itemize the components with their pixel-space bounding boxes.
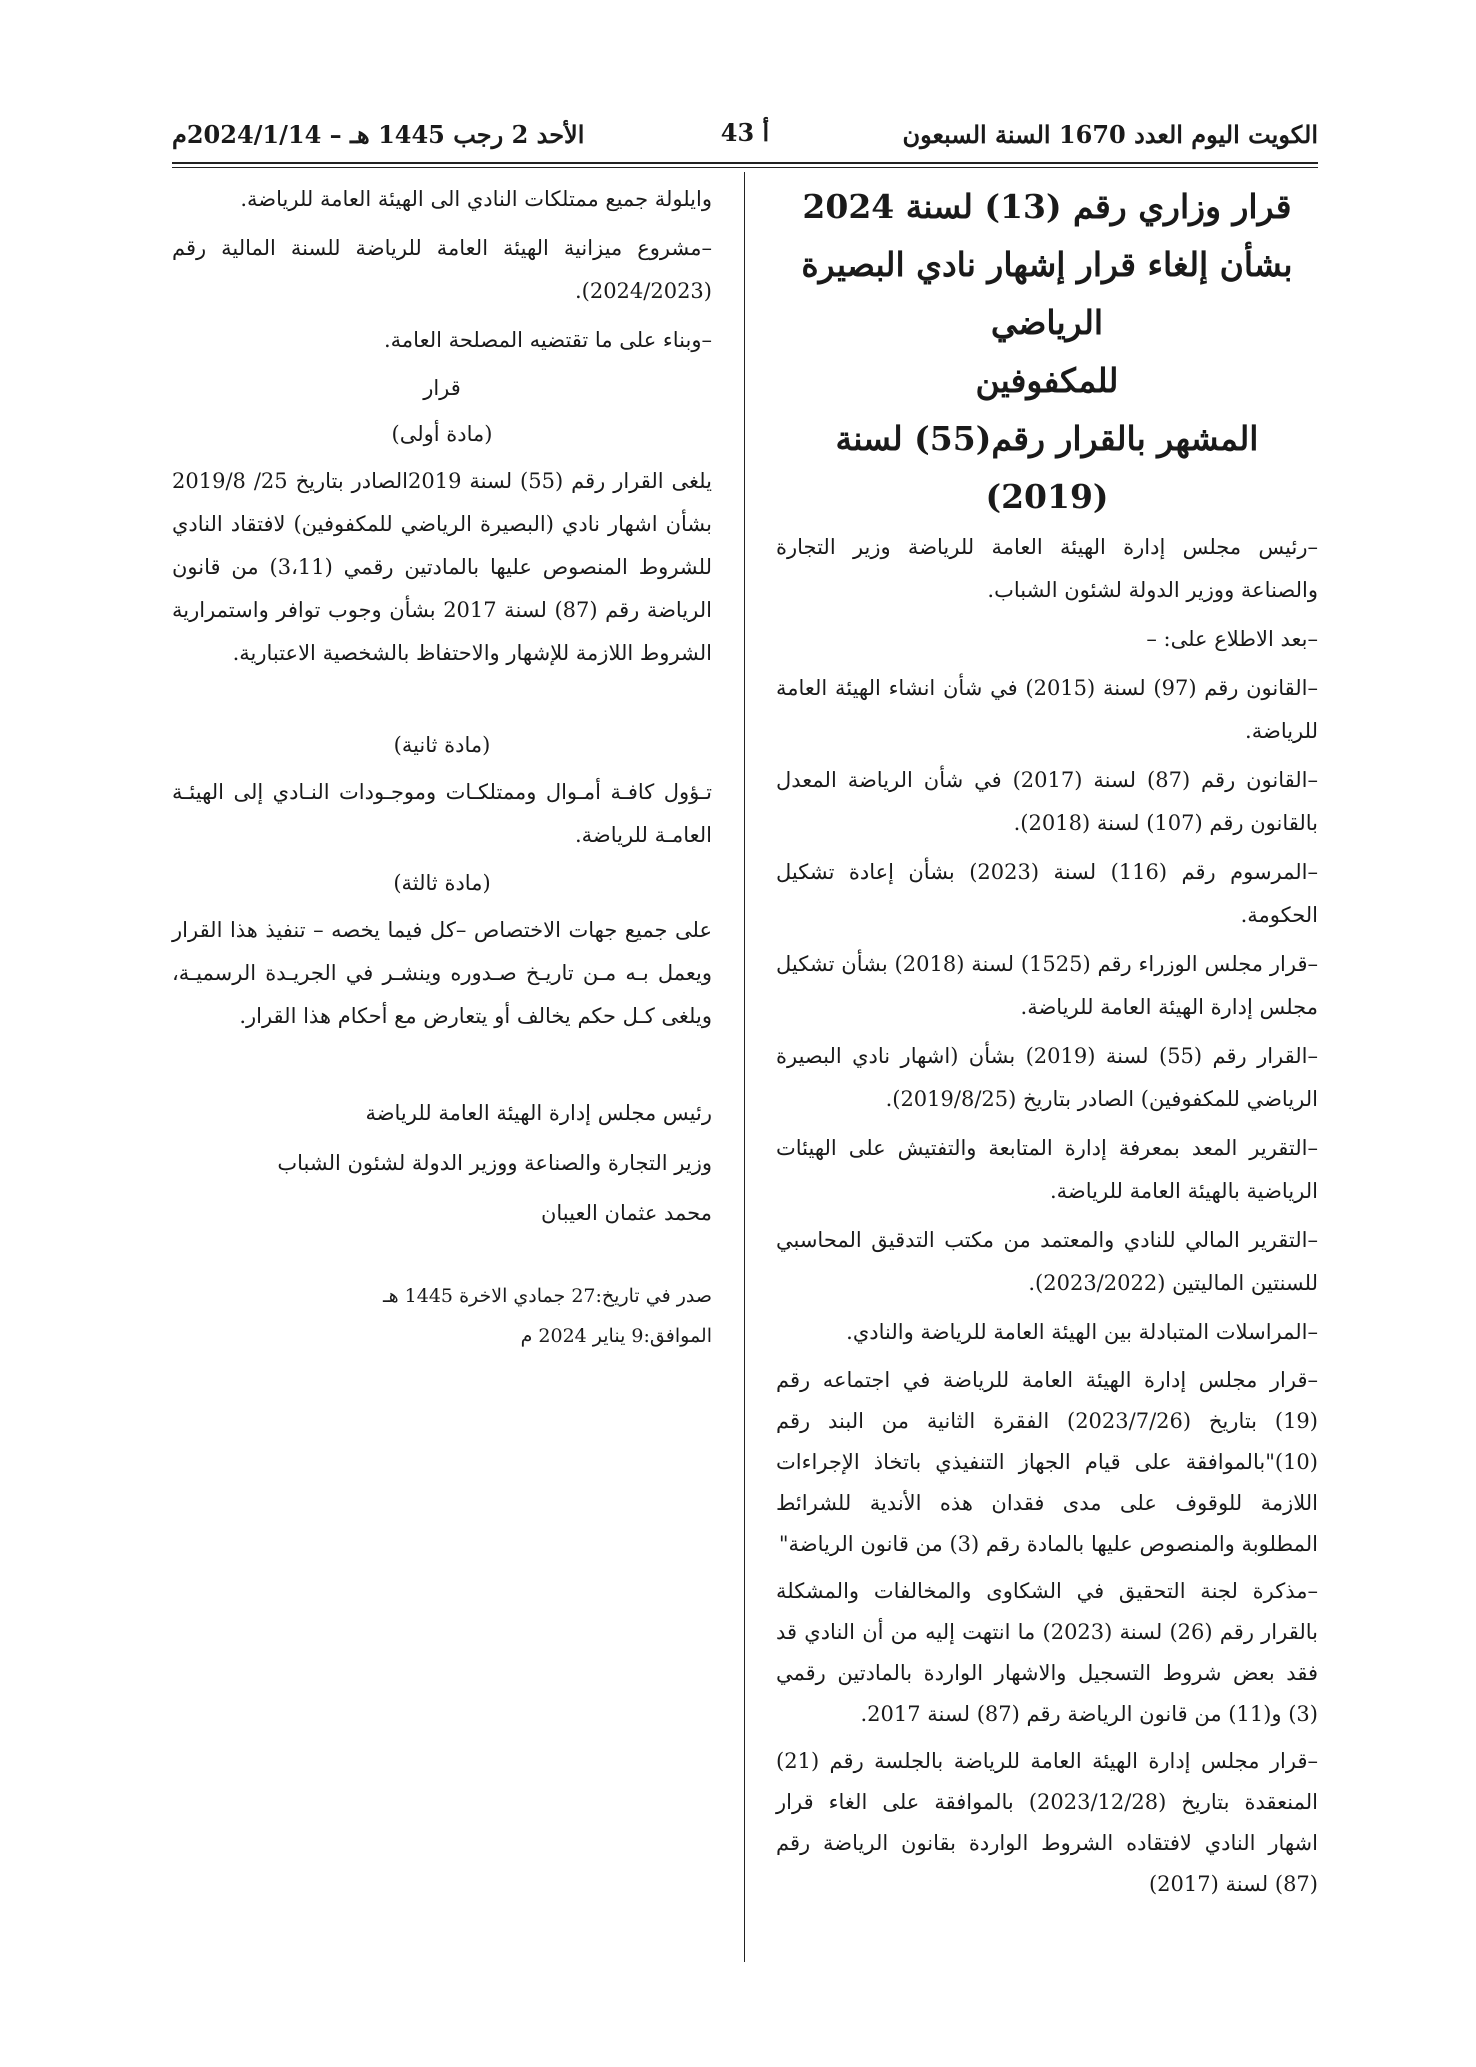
preamble-paragraph: –التقرير المعد بمعرفة إدارة المتابعة والتفتيش على الهيئات الرياضية بالهيئة العامة للرياضة. [776,1136,1318,1203]
signatory-title-1: رئيس مجلس إدارة الهيئة العامة للرياضة [365,1101,712,1125]
preamble-paragraph: –قرار مجلس إدارة الهيئة العامة للرياضة في اجتماعه رقم (19) بتاريخ (2023/7/26) الفقرة الثانية من البند رقم (10)"بالموافقة على قيام الجهاز التنفيذي باتخاذ الإجراءات اللازمة للوقوف على مدى فقدان هذه الأندية للشرائط المطلوبة والمنصوص عليها بالمادة رقم (3) من قانون الرياضة" [776,1368,1318,1556]
preamble-paragraph: –وبناء على ما تقتضيه المصلحة العامة. [383,328,712,352]
preamble-paragraph: –القرار رقم (55) لسنة (2019) بشأن (اشهار نادي البصيرة الرياضي للمكفوفين) الصادر بتاريخ (2019/8/25). [776,1044,1319,1111]
header-rule-thick [172,162,1318,164]
article-2-heading: (مادة ثانية) [393,733,491,757]
preamble-continuation: وايلولة جميع ممتلكات النادي الى الهيئة العامة للرياضة. [240,187,712,211]
decree-subject-line-1: بشأن إلغاء قرار إشهار نادي البصيرة الرياضي [801,245,1293,342]
page-header [172,118,1318,156]
decree-subject-line-2: للمكفوفين [975,361,1119,400]
preamble-paragraph: –مشروع ميزانية الهيئة العامة للرياضة للسنة المالية رقم (2024/2023). [172,236,712,303]
preamble-paragraph: –التقرير المالي للنادي والمعتمد من مكتب التدقيق المحاسبي للسنتين الماليتين (2023/2022). [776,1228,1318,1295]
header-rule-thin [172,167,1318,168]
left-column [172,178,712,1356]
preamble-paragraph: –المراسلات المتبادلة بين الهيئة العامة للرياضة والنادي. [846,1320,1318,1344]
preamble-paragraph: –قرار مجلس الوزراء رقم (1525) لسنة (2018) بشأن تشكيل مجلس إدارة الهيئة العامة للرياضة. [776,952,1318,1019]
preamble-paragraph: –مذكرة لجنة التحقيق في الشكاوى والمخالفات والمشكلة بالقرار رقم (26) لسنة (2023) ما انتهت إليه من أن النادي قد فقد بعض شروط التسجيل والاشهار الواردة بالمادتين رقمي (3) و(11) من قانون الرياضة رقم (87) لسنة 2017. [776,1579,1318,1726]
issue-date-gregorian: الموافق:9 يناير 2024 م [520,1325,712,1347]
article-3-text: على جميع جهات الاختصاص –كل فيما يخصه – تنفيذ هذا القرار ويعمل بـه مـن تاريـخ صـدوره وينشـر في الجريـدة الرسميـة، ويلغى كـل حكم يخالف أو يتعارض مع أحكام هذا القرار. [172,918,712,1028]
preamble-paragraph: –بعد الاطلاع على: – [1146,627,1318,651]
signatory-name: محمد عثمان العيبان [540,1201,712,1225]
right-column [776,178,1318,1911]
column-divider [744,172,745,1962]
publication-date: الأحد 2 رجب 1445 هـ – 2024/1/14م [172,120,585,149]
article-2-text: تـؤول كافـة أمـوال وممتلكـات وموجـودات النـادي إلى الهيئـة العامـة للرياضة. [172,780,712,847]
article-1-heading: (مادة أولى) [391,422,493,446]
article-1-text: يلغى القرار رقم (55) لسنة 2019الصادر بتاريخ 25/ 2019/8 بشأن اشهار نادي (البصيرة الرياضي للمكفوفين) لافتقاد النادي للشروط المنصوص عليها بالمادتين رقمي (3،11) من قانون الرياضة رقم (87) لسنة 2017 بشأن وجوب توافر واستمرارية الشروط اللازمة للإشهار والاحتفاظ بالشخصية الاعتبارية. [172,469,712,665]
preamble-paragraph: –القانون رقم (97) لسنة (2015) في شأن انشاء الهيئة العامة للرياضة. [776,676,1318,743]
decree-title: قرار وزاري رقم (13) لسنة 2024 [802,187,1292,226]
page-number: أ 43 [720,118,770,147]
publication-issue: الكويت اليوم العدد 1670 السنة السبعون [902,120,1318,149]
preamble-paragraph: –القانون رقم (87) لسنة (2017) في شأن الرياضة المعدل بالقانون رقم (107) لسنة (2018). [776,768,1318,835]
signatory-title-2: وزير التجارة والصناعة ووزير الدولة لشئون الشباب [277,1151,712,1175]
article-3-heading: (مادة ثالثة) [393,871,491,895]
preamble-paragraph: –المرسوم رقم (116) لسنة (2023) بشأن إعادة تشكيل الحكومة. [776,860,1319,927]
issue-date-hijri: صدر في تاريخ:27 جمادي الاخرة 1445 هـ [383,1285,712,1307]
decision-heading: قرار [423,376,461,400]
preamble-paragraph: –رئيس مجلس إدارة الهيئة العامة للرياضة وزير التجارة والصناعة ووزير الدولة لشئون الشباب. [776,535,1318,602]
preamble-paragraph: –قرار مجلس إدارة الهيئة العامة للرياضة بالجلسة رقم (21) المنعقدة بتاريخ (2023/12/28) بالموافقة على الغاء قرار اشهار النادي لافتقاده الشروط الواردة بقانون الرياضة رقم (87) لسنة (2017) [776,1749,1318,1896]
decree-subject-line-3: المشهر بالقرار رقم(55) لسنة (2019) [835,419,1259,516]
